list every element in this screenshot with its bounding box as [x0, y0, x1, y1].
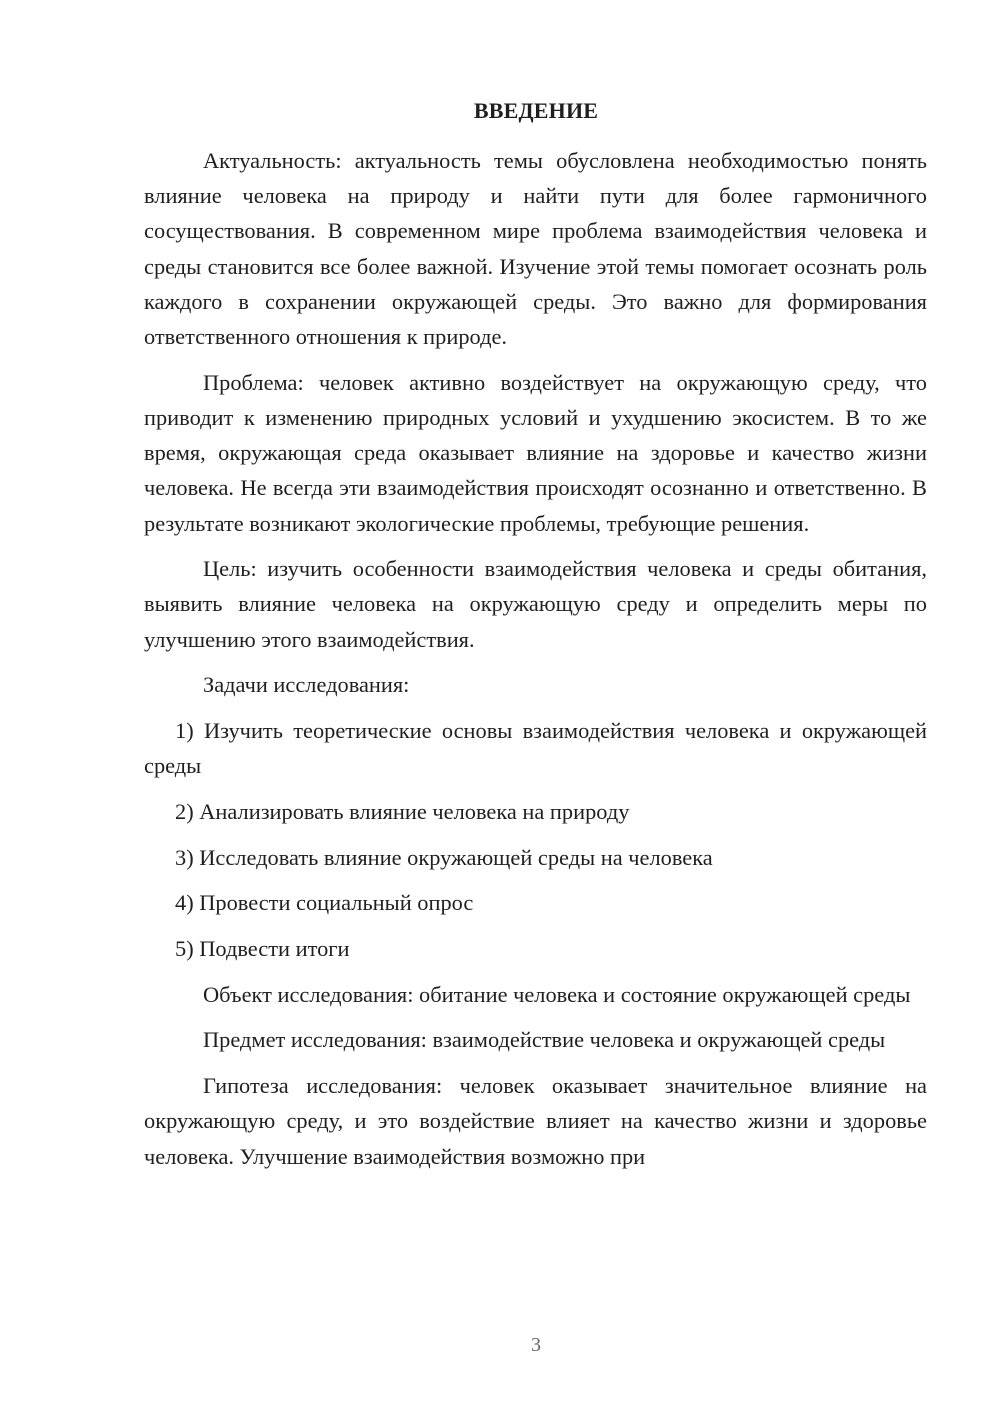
body-text — [144, 143, 927, 1184]
tasks-title: Задачи исследования: — [203, 672, 410, 698]
task-item: 4) Провести социальный опрос — [175, 890, 474, 916]
section-heading: ВВЕДЕНИЕ — [473, 98, 599, 123]
paragraph-hypothesis: Гипотеза исследования: человек оказывает значительное влияние на окружающую среду, и это воздействие влияет на качество жизни и здоровье человека. Улучшение взаимодействия возможно при — [144, 1073, 927, 1169]
task-item: 2) Анализировать влияние человека на природу — [175, 798, 630, 824]
task-item: 1) Изучить теоретические основы взаимодействия человека и окружающей среды — [144, 718, 927, 779]
page-number: 3 — [531, 1334, 541, 1356]
task-item: 3) Исследовать влияние окружающей среды на человека — [175, 844, 713, 870]
paragraph-problem: Проблема: человек активно воздействует на окружающую среду, что приводит к изменению природных условий и ухудшению экосистем. В то же время, окружающая среда оказывает влияние на здоровье и качество жизни человека. Не всегда эти взаимодействия происходят осознанно и ответственно. В результате возникают экологические проблемы, требующие решения. — [144, 369, 927, 536]
paragraph-object: Объект исследования: обитание человека и состояние окружающей среды — [203, 981, 911, 1007]
paragraph-subject: Предмет исследования: взаимодействие человека и окружающей среды — [203, 1027, 886, 1053]
paragraph-relevance: Актуальность: актуальность темы обусловлена необходимостью понять влияние человека на природу и найти пути для более гармоничного сосуществования. В современном мире проблема взаимодействия человека и среды становится все более важной. Изучение этой темы помогает осознать роль каждого в сохранении окружающей среды. Это важно для формирования ответственного отношения к природе. — [144, 148, 927, 350]
task-item: 5) Подвести итоги — [175, 936, 350, 962]
paragraph-goal: Цель: изучить особенности взаимодействия человека и среды обитания, выявить влияние человека на окружающую среду и определить меры по улучшению этого взаимодействия. — [144, 556, 927, 652]
